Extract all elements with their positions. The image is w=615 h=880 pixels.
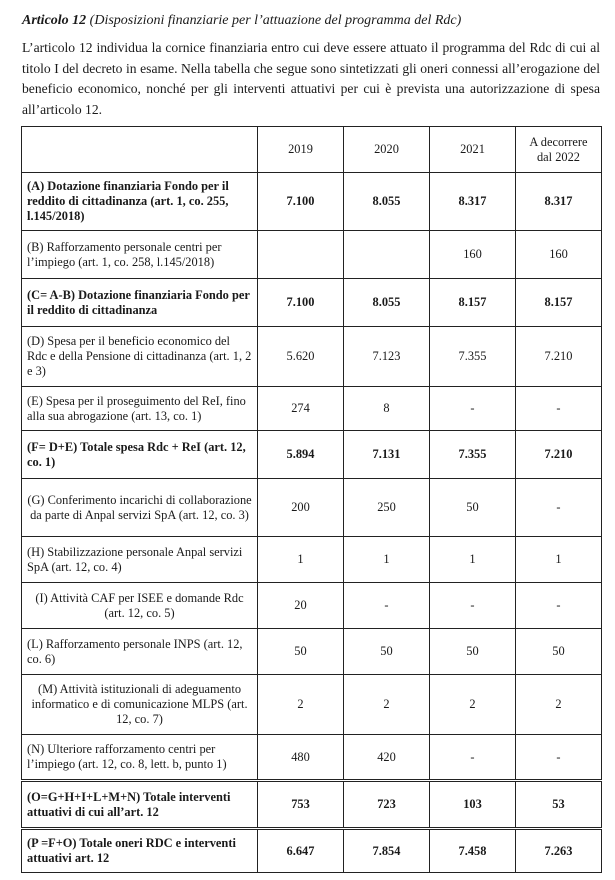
table-row — [22, 231, 602, 279]
row-label: (N) Ulteriore rafforzamento centri per l’impiego (art. 12, co. 8, lett. b, punto 1) — [22, 735, 258, 781]
row-value-cell: 7.131 — [344, 431, 430, 479]
row-value-cell: 2 — [430, 675, 516, 735]
row-value-cell: 1 — [516, 537, 602, 583]
row-value-cell: 7.123 — [344, 327, 430, 387]
header-cell-2021: 2021 — [430, 127, 516, 173]
row-value-cell: 5.620 — [258, 327, 344, 387]
oneri-table — [21, 126, 602, 873]
row-value-cell: 8.157 — [516, 279, 602, 327]
table-row — [22, 279, 602, 327]
row-value-cell: 160 — [516, 231, 602, 279]
table-row — [22, 735, 602, 781]
row-label: (D) Spesa per il beneficio economico del Rdc e della Pensione di cittadinanza (art. 1, 2 e 3) — [22, 327, 258, 387]
row-label: (L) Rafforzamento personale INPS (art. 12, co. 6) — [22, 629, 258, 675]
row-label: (O=G+H+I+L+M+N) Totale interventi attuativi di cui all’art. 12 — [22, 781, 258, 829]
row-value-cell: 50 — [258, 629, 344, 675]
row-value-cell: 7.854 — [344, 829, 430, 873]
table-row — [22, 479, 602, 537]
row-value-cell: - — [516, 479, 602, 537]
table-row — [22, 583, 602, 629]
row-value-cell: 103 — [430, 781, 516, 829]
row-value-cell: 2 — [344, 675, 430, 735]
row-value-cell: 8 — [344, 387, 430, 431]
row-value-cell: 250 — [344, 479, 430, 537]
row-value-cell: 8.157 — [430, 279, 516, 327]
table-row — [22, 675, 602, 735]
row-label: (A) Dotazione finanziaria Fondo per il reddito di cittadinanza (art. 1, co. 255, l.145/2018) — [22, 173, 258, 231]
row-value-cell: 753 — [258, 781, 344, 829]
row-value-cell: 7.355 — [430, 327, 516, 387]
row-label: (E) Spesa per il proseguimento del ReI, fino alla sua abrogazione (art. 13, co. 1) — [22, 387, 258, 431]
row-value-cell: 8.317 — [430, 173, 516, 231]
header-cell-2020: 2020 — [344, 127, 430, 173]
table-row — [22, 781, 602, 829]
row-value-cell: 2 — [516, 675, 602, 735]
row-value-cell: 6.647 — [258, 829, 344, 873]
header-cell-empty — [22, 127, 258, 173]
row-value-cell: 8.055 — [344, 173, 430, 231]
intro-paragraph: L’articolo 12 individua la cornice finanziaria entro cui deve essere attuato il programma del Rdc di cui al titolo I del decreto in esame. Nella tabella che segue sono sintetizzati gli oneri connessi all’erogazione del beneficio economico, nonché per gli interventi attuativi per cui è prevista una autorizzazione di spesa all’articolo 12. — [22, 40, 600, 117]
row-value-cell: 420 — [344, 735, 430, 781]
table-row — [22, 431, 602, 479]
row-value-cell: 480 — [258, 735, 344, 781]
row-value-cell: 723 — [344, 781, 430, 829]
row-value-cell: 8.055 — [344, 279, 430, 327]
article-subtitle: (Disposizioni finanziarie per l’attuazione del programma del Rdc) — [89, 13, 462, 28]
row-value-cell: 274 — [258, 387, 344, 431]
row-value-cell: 200 — [258, 479, 344, 537]
row-value-cell: 20 — [258, 583, 344, 629]
article-number: Articolo 12 — [22, 13, 87, 28]
row-value-cell: 7.100 — [258, 173, 344, 231]
table-row — [22, 327, 602, 387]
row-value-cell: 53 — [516, 781, 602, 829]
row-label: (C= A-B) Dotazione finanziaria Fondo per il reddito di cittadinanza — [22, 279, 258, 327]
row-label: (H) Stabilizzazione personale Anpal servizi SpA (art. 12, co. 4) — [22, 537, 258, 583]
row-value-cell: 1 — [430, 537, 516, 583]
row-label: (B) Rafforzamento personale centri per l’impiego (art. 1, co. 258, l.145/2018) — [22, 231, 258, 279]
table-row — [22, 829, 602, 873]
row-label: (G) Conferimento incarichi di collaborazione da parte di Anpal servizi SpA (art. 12, co. 3) — [22, 479, 258, 537]
header-cell-2019: 2019 — [258, 127, 344, 173]
table-row — [22, 173, 602, 231]
row-value-cell: - — [430, 735, 516, 781]
table-header-row — [22, 127, 602, 173]
row-value-cell — [344, 231, 430, 279]
row-label: (P =F+O) Totale oneri RDC e interventi attuativi art. 12 — [22, 829, 258, 873]
section-heading — [22, 12, 602, 30]
row-value-cell: 50 — [430, 479, 516, 537]
row-value-cell: 50 — [430, 629, 516, 675]
row-value-cell — [258, 231, 344, 279]
row-value-cell: 8.317 — [516, 173, 602, 231]
row-value-cell: 1 — [258, 537, 344, 583]
row-value-cell: 7.210 — [516, 431, 602, 479]
row-value-cell: 5.894 — [258, 431, 344, 479]
header-cell-2022: A decorrere dal 2022 — [516, 127, 602, 173]
row-value-cell: - — [516, 583, 602, 629]
row-label: (F= D+E) Totale spesa Rdc + ReI (art. 12, co. 1) — [22, 431, 258, 479]
row-value-cell: 7.458 — [430, 829, 516, 873]
row-value-cell: - — [430, 387, 516, 431]
row-value-cell: - — [516, 387, 602, 431]
row-label: (M) Attività istituzionali di adeguamento informatico e di comunicazione MLPS (art. 12, co. 7) — [22, 675, 258, 735]
row-value-cell: - — [344, 583, 430, 629]
row-value-cell: 7.210 — [516, 327, 602, 387]
row-value-cell: 160 — [430, 231, 516, 279]
table-row — [22, 629, 602, 675]
row-value-cell: 7.263 — [516, 829, 602, 873]
table-row — [22, 387, 602, 431]
table-row — [22, 537, 602, 583]
row-value-cell: 1 — [344, 537, 430, 583]
row-value-cell: 7.355 — [430, 431, 516, 479]
row-value-cell: 2 — [258, 675, 344, 735]
row-value-cell: - — [430, 583, 516, 629]
row-value-cell: 50 — [516, 629, 602, 675]
row-value-cell: 7.100 — [258, 279, 344, 327]
row-value-cell: - — [516, 735, 602, 781]
row-label: (I) Attività CAF per ISEE e domande Rdc (art. 12, co. 5) — [22, 583, 258, 629]
row-value-cell: 50 — [344, 629, 430, 675]
